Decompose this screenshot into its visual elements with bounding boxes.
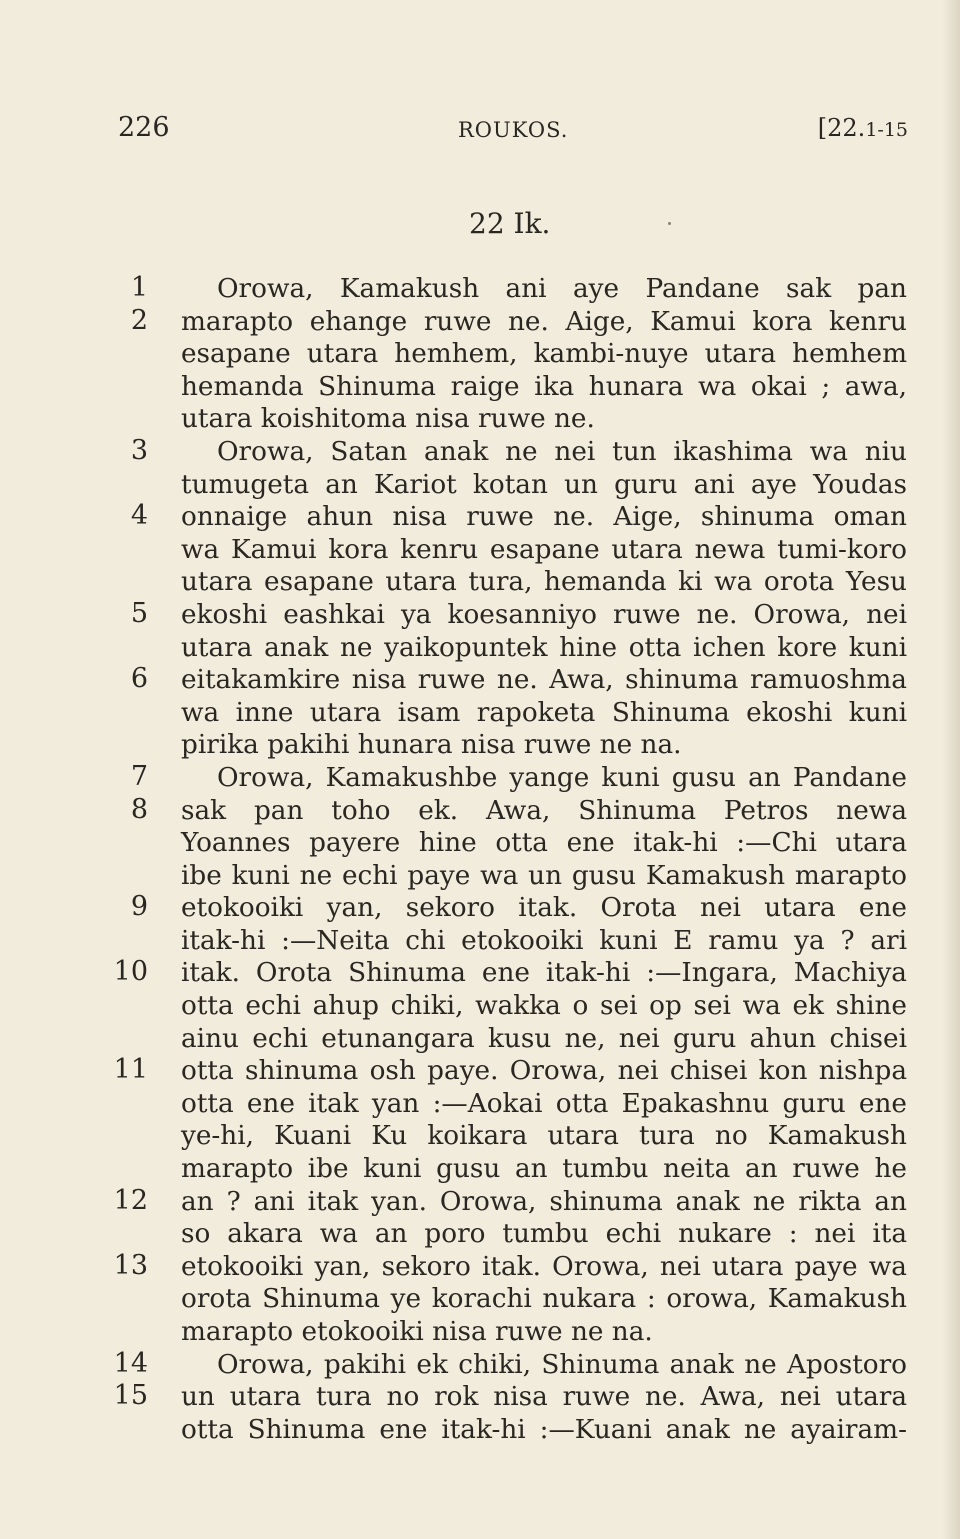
chapter-heading: 22 Ik. (469, 207, 551, 240)
line-text: otta shinuma osh paye. Orowa, nei chisei kon nishpa (181, 1056, 907, 1087)
text-line (0, 1346, 960, 1379)
line-text: Orowa, Satan anak ne nei tun ikashima wa niu (217, 436, 907, 467)
verse-number: 10 (113, 956, 148, 988)
text-line (0, 987, 960, 1020)
page-edge-shadow (942, 0, 960, 1539)
line-text: otta ene itak yan :—Aokai otta Epakashnu guru ene (181, 1088, 907, 1119)
line-text: wa inne utara isam rapoketa Shinuma ekoshi kuni (181, 697, 907, 728)
line-text: utara koishitoma nisa ruwe ne. (181, 404, 595, 435)
running-title: ROUKOS. (458, 118, 569, 142)
chapter-ref-verses: 1-15 (865, 119, 908, 141)
line-text: itak-hi :—Neita chi etokooiki kuni E ramu ya ? ari (181, 925, 907, 956)
line-text: eitakamkire nisa ruwe ne. Awa, shinuma ramuoshma (181, 665, 907, 696)
text-line (0, 368, 960, 401)
page-header (118, 112, 908, 152)
line-text: onnaige ahun nisa ruwe ne. Aige, shinuma oman (181, 502, 907, 533)
text-line (0, 889, 960, 922)
verse-number: 9 (130, 891, 148, 923)
line-text: un utara tura no rok nisa ruwe ne. Awa, nei utara (181, 1382, 907, 1413)
line-text: pirika pakihi hunara nisa ruwe ne na. (181, 730, 682, 761)
line-text: ye-hi, Kuani Ku koikara utara tura no Kamakush (181, 1121, 907, 1152)
text-line (0, 531, 960, 564)
text-line (0, 1313, 960, 1346)
line-text: Yoannes payere hine otta ene itak-hi :—Chi utara (181, 828, 907, 859)
line-text: hemanda Shinuma raige ika hunara wa okai ; awa, (181, 371, 907, 402)
line-text: etokooiki yan, sekoro itak. Orowa, nei utara paye wa (181, 1251, 907, 1282)
line-text: ekoshi eashkai ya koesanniyo ruwe ne. Orowa, nei (181, 599, 907, 630)
line-text: orota Shinuma ye korachi nukara : orowa, Kamakush (181, 1284, 907, 1315)
line-text: an ? ani itak yan. Orowa, shinuma anak ne rikta an (181, 1186, 907, 1217)
verse-number: 15 (113, 1380, 148, 1412)
paper-speck (668, 222, 671, 225)
text-line (0, 792, 960, 825)
text-line (0, 433, 960, 466)
verse-number: 2 (130, 304, 148, 336)
text-line (0, 1183, 960, 1216)
line-text: sak pan toho ek. Awa, Shinuma Petros newa (181, 795, 907, 826)
text-line (0, 661, 960, 694)
text-line (0, 629, 960, 662)
text-line (0, 1020, 960, 1053)
line-text: marapto ehange ruwe ne. Aige, Kamui kora kenru (181, 306, 907, 337)
text-line (0, 1150, 960, 1183)
line-text: etokooiki yan, sekoro itak. Orota nei utara ene (181, 893, 907, 924)
text-line (0, 1085, 960, 1118)
verse-number: 4 (130, 500, 148, 532)
text-line (0, 303, 960, 336)
verse-number: 1 (130, 272, 148, 303)
verse-number: 7 (130, 760, 148, 792)
line-text: esapane utara hemhem, kambi-nuye utara hemhem (181, 339, 907, 370)
text-line (0, 1378, 960, 1411)
text-line (0, 596, 960, 629)
line-text: ibe kuni ne echi paye wa un gusu Kamakush marapto (181, 860, 907, 891)
verse-number: 6 (130, 663, 148, 695)
text-line (0, 857, 960, 890)
text-line (0, 954, 960, 987)
text-line (0, 400, 960, 433)
text-line (0, 270, 960, 303)
verse-number: 13 (113, 1249, 148, 1281)
verse-number: 12 (113, 1184, 148, 1216)
verse-number: 8 (130, 793, 148, 825)
chapter-reference (818, 114, 908, 142)
text-line (0, 466, 960, 499)
text-line (0, 1248, 960, 1281)
line-text: Orowa, Kamakushbe yange kuni gusu an Pandane (217, 762, 907, 793)
line-text: itak. Orota Shinuma ene itak-hi :—Ingara, Machiya (181, 958, 907, 989)
text-line (0, 824, 960, 857)
verse-number: 3 (130, 434, 148, 466)
verse-number: 14 (113, 1347, 148, 1379)
line-text: otta Shinuma ene itak-hi :—Kuani anak ne ayairam- (181, 1414, 907, 1445)
text-line (0, 759, 960, 792)
line-text: Orowa, Kamakush ani aye Pandane sak pan (217, 274, 907, 304)
line-text: Orowa, pakihi ek chiki, Shinuma anak ne Apostoro (217, 1349, 907, 1380)
body-text (0, 270, 960, 1443)
text-line (0, 563, 960, 596)
text-line (0, 922, 960, 955)
text-line (0, 694, 960, 727)
line-text: marapto ibe kuni gusu an tumbu neita an ruwe he (181, 1154, 907, 1185)
page-number: 226 (118, 112, 170, 143)
line-text: utara esapane utara tura, hemanda ki wa orota Yesu (181, 567, 907, 598)
line-text: ainu echi etunangara kusu ne, nei guru ahun chisei (181, 1023, 907, 1054)
text-line (0, 498, 960, 531)
line-text: otta echi ahup chiki, wakka o sei op sei wa ek shine (181, 991, 907, 1022)
line-text: so akara wa an poro tumbu echi nukare : nei ita (181, 1219, 907, 1250)
text-line (0, 1052, 960, 1085)
line-text: utara anak ne yaikopuntek hine otta ichen kore kuni (181, 632, 907, 663)
chapter-ref-main: [22. (817, 114, 866, 142)
line-text: wa Kamui kora kenru esapane utara newa tumi-koro (181, 534, 907, 565)
verse-number: 11 (113, 1054, 148, 1086)
text-line (0, 1117, 960, 1150)
text-line (0, 726, 960, 759)
text-line (0, 1280, 960, 1313)
verse-number: 5 (130, 597, 148, 629)
line-text: tumugeta an Kariot kotan un guru ani aye Youdas (181, 469, 907, 500)
text-line (0, 1215, 960, 1248)
line-text: marapto etokooiki nisa ruwe ne na. (181, 1317, 653, 1347)
text-line (0, 1411, 960, 1444)
text-line (0, 335, 960, 368)
